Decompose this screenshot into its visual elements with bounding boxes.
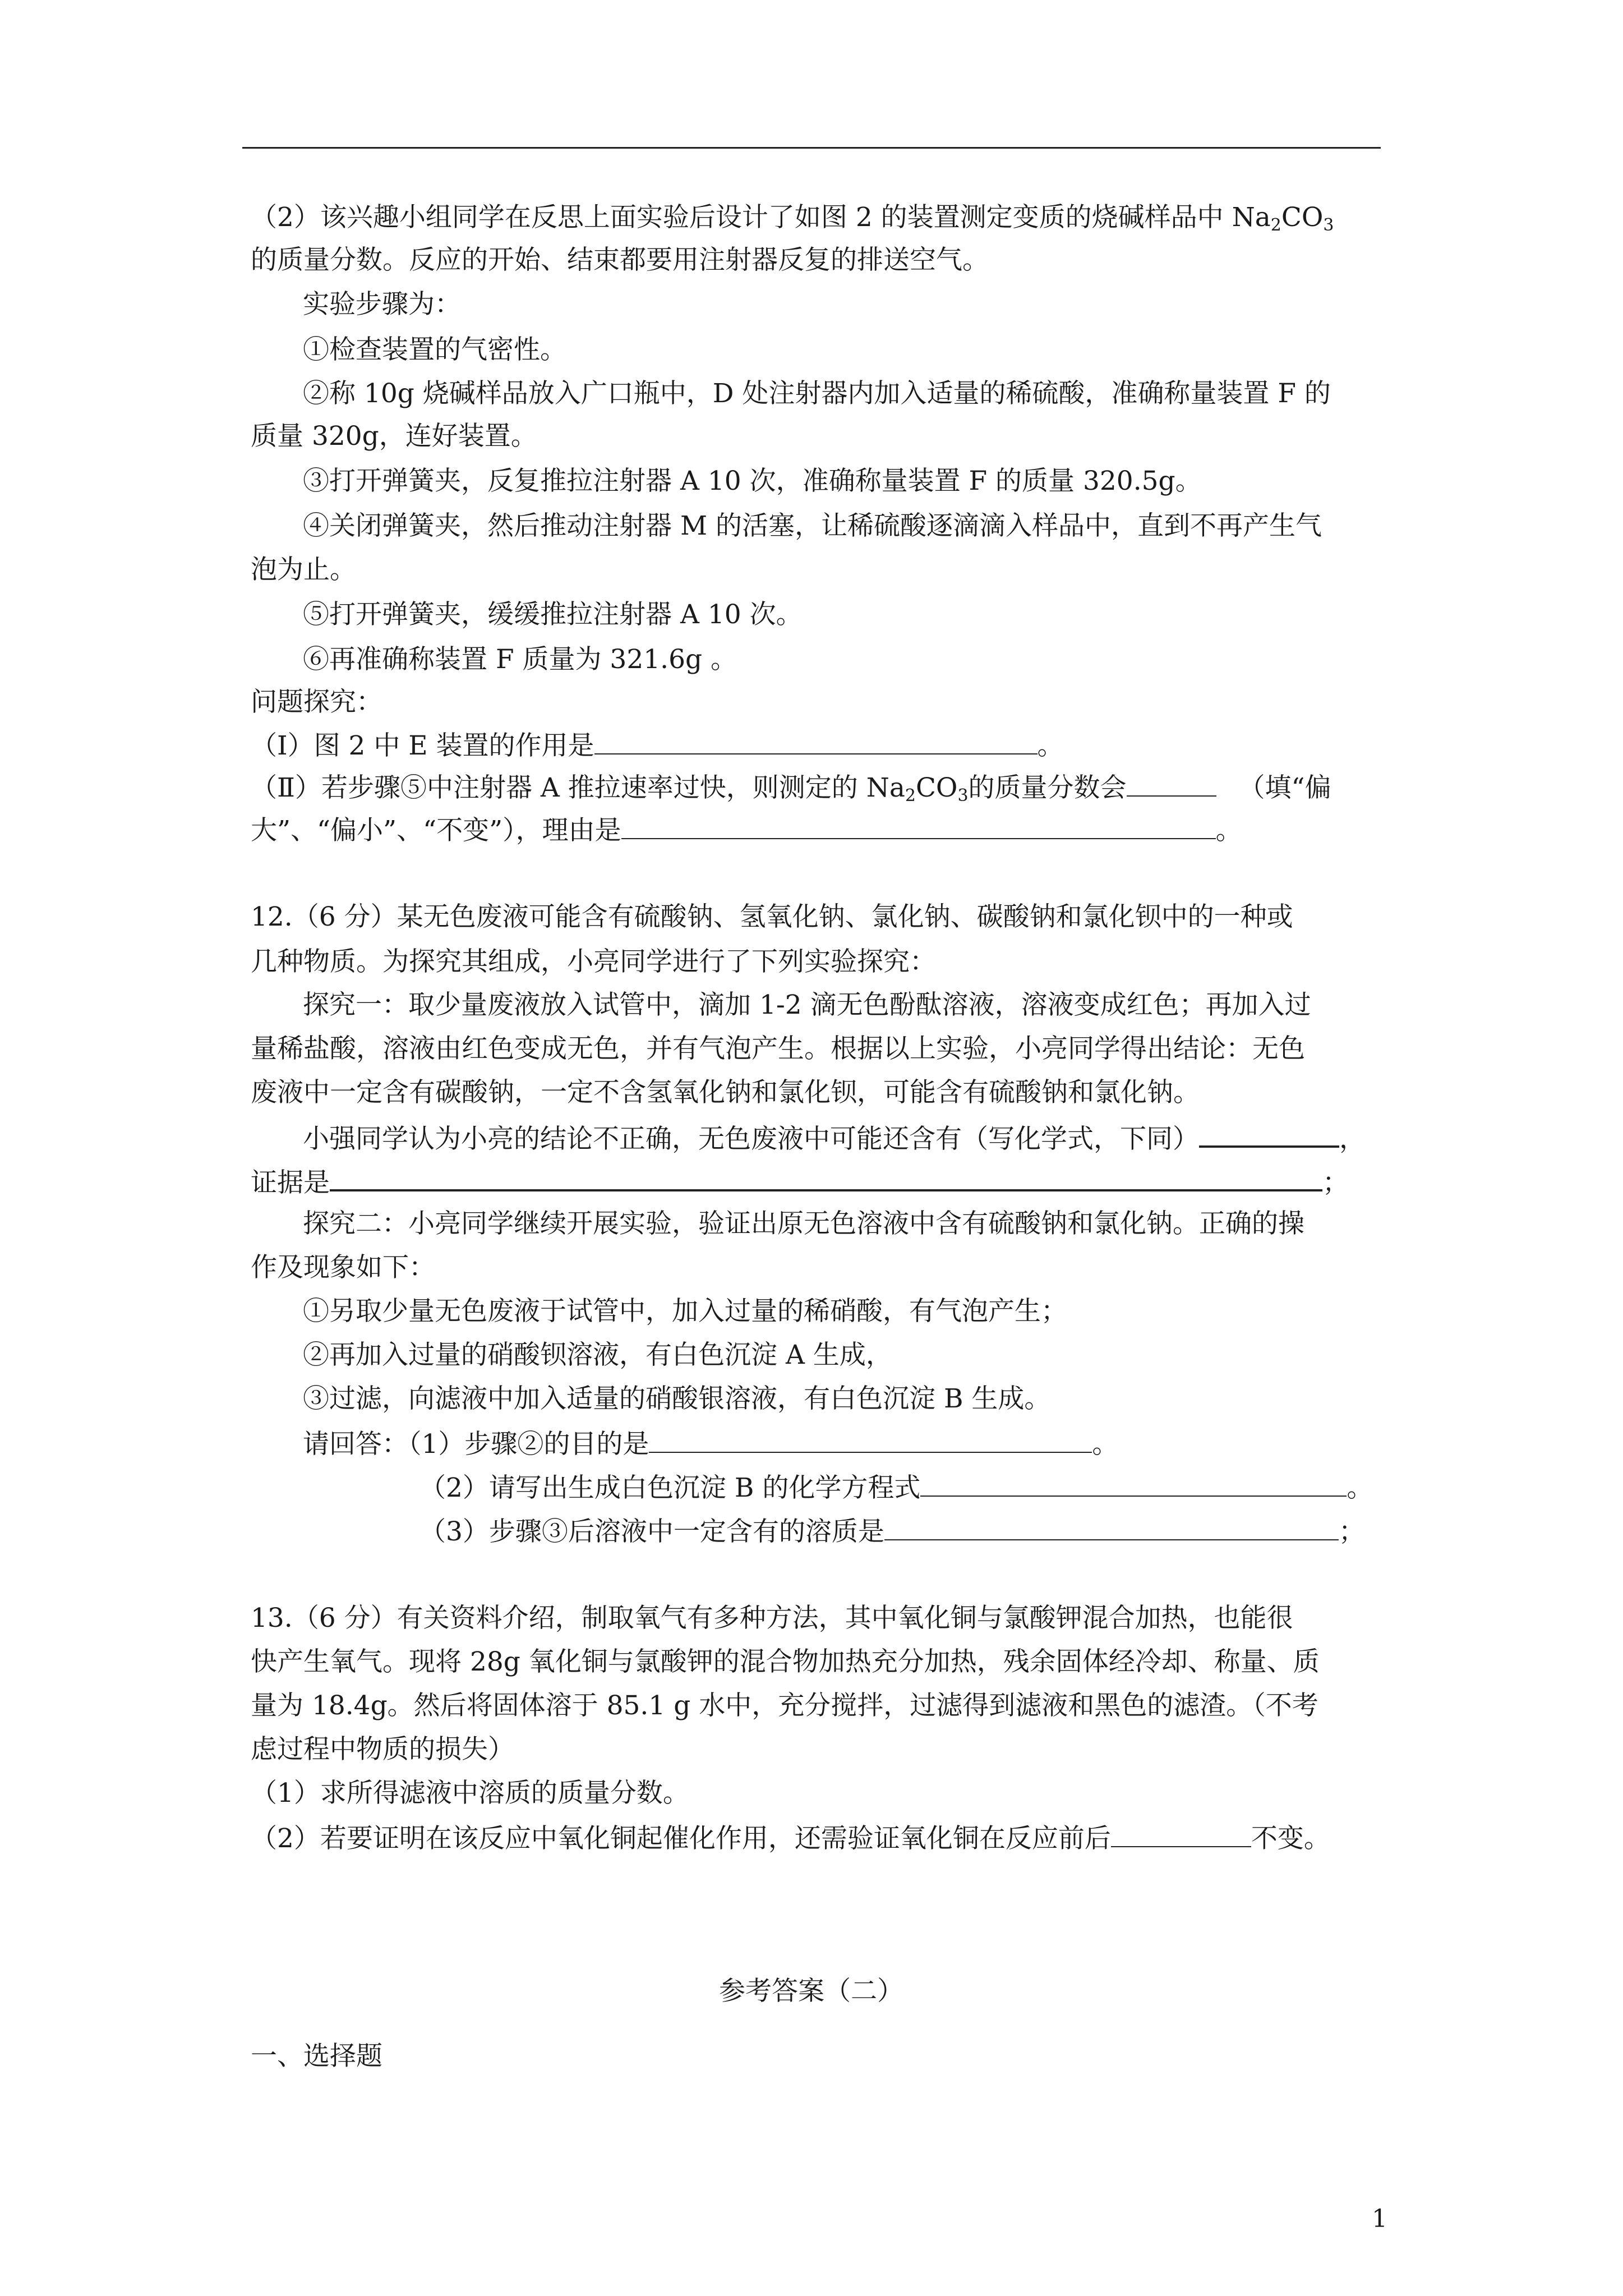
q13-line4: 虑过程中物质的损失） (251, 1734, 514, 1765)
q12-line9: 作及现象如下： (251, 1252, 435, 1283)
q11-step5: ⑤打开弹簧夹，缓缓推拉注射器 A 10 次。 (303, 599, 803, 630)
q11-question-II-line1: （Ⅱ）若步骤⑤中注射器 A 推拉速率过快，则测定的 $Na_2CO_3$的质量分数会 （填“偏 (251, 770, 1331, 805)
q11-question-I: （Ⅰ）图 2 中 E 装置的作用是 。 (251, 728, 1064, 763)
q12-line3: 探究一：取少量废液放入试管中，滴加 1-2 滴无色酚酞溶液，溶液变成红色；再加入过 (303, 990, 1311, 1020)
q13-line1: 13.（6 分）有关资料介绍，制取氧气有多种方法，其中氧化铜与氯酸钾混合加热，也能很 (251, 1603, 1293, 1634)
q12-line14: （2）请写出生成白色沉淀 B 的化学方程式 。 (419, 1470, 1373, 1505)
answer-blank[interactable] (884, 1513, 1339, 1540)
q12-line11: ②再加入过量的硝酸钡溶液，有白色沉淀 A 生成， (303, 1340, 892, 1370)
answer-blank[interactable] (1127, 770, 1216, 797)
answer-blank[interactable] (1111, 1820, 1251, 1847)
q12-line6: 小强同学认为小亮的结论不正确，无色废液中可能还含有（写化学式，下同） ， (303, 1120, 1366, 1156)
q11-question-II-line2: 大”、“偏小”、“不变”），理由是 。 (251, 812, 1242, 848)
q12-line15: （3）步骤③后溶液中一定含有的溶质是 ； (419, 1513, 1365, 1549)
answers-title: 参考答案（二） (719, 1976, 903, 2007)
q11-step4-line1: ④关闭弹簧夹，然后推动注射器 M 的活塞，让稀硫酸逐滴滴入样品中，直到不再产生气 (303, 510, 1322, 541)
header-rule (242, 147, 1381, 149)
q12-line1: 12.（6 分）某无色废液可能含有硫酸钠、氢氧化钠、氯化钠、碳酸钠和氯化钡中的一种或 (251, 901, 1293, 932)
q12-line12: ③过滤，向滤液中加入适量的硝酸银溶液，有白色沉淀 B 生成。 (303, 1383, 1051, 1414)
q11-inquiry-heading: 问题探究： (251, 687, 382, 717)
q11-intro-line1: （2）该兴趣小组同学在反思上面实验后设计了如图 2 的装置测定变质的烧碱样品中 $Na_2CO_3$ (251, 202, 1334, 235)
q12-line8: 探究二：小亮同学继续开展实验，验证出原无色溶液中含有硫酸钠和氯化钠。正确的操 (303, 1208, 1304, 1239)
answers-section-choice: 一、选择题 (251, 2041, 382, 2072)
q11-intro-line2: 的质量分数。反应的开始、结束都要用注射器反复的排送空气。 (251, 245, 989, 275)
answer-blank[interactable] (621, 812, 1216, 839)
answer-blank[interactable] (649, 1426, 1092, 1453)
q11-step4-line2: 泡为止。 (251, 554, 356, 585)
q12-line7: 证据是 ； (251, 1163, 1349, 1200)
q13-line2: 快产生氧气。现将 28g 氧化铜与氯酸钾的混合物加热充分加热，残余固体经冷却、称量、质 (251, 1646, 1320, 1677)
q13-line3: 量为 18.4g。然后将固体溶于 85.1 g 水中，充分搅拌，过滤得到滤液和黑色的滤渣。（不考 (251, 1690, 1318, 1721)
q12-line5: 废液中一定含有碳酸钠，一定不含氢氧化钠和氯化钡，可能含有硫酸钠和氯化钠。 (251, 1077, 1200, 1108)
page-number: 1 (1372, 2205, 1387, 2233)
answer-blank[interactable] (1199, 1120, 1339, 1148)
q12-line10: ①另取少量无色废液于试管中，加入过量的稀硝酸，有气泡产生； (303, 1296, 1067, 1327)
answer-blank[interactable] (920, 1470, 1347, 1497)
q11-step2-line2: 质量 320g，连好装置。 (251, 421, 537, 452)
q13-line6: （2）若要证明在该反应中氧化铜起催化作用，还需验证氧化铜在反应前后 不变。 (251, 1820, 1330, 1856)
q11-step1: ①检查装置的气密性。 (303, 334, 566, 365)
q11-step3: ③打开弹簧夹，反复推拉注射器 A 10 次，准确称量装置 F 的质量 320.5g。 (303, 466, 1202, 496)
answer-blank[interactable] (330, 1163, 1322, 1191)
q12-line4: 量稀盐酸，溶液由红色变成无色，并有气泡产生。根据以上实验，小亮同学得出结论：无色 (251, 1033, 1305, 1064)
q11-steps-heading: 实验步骤为： (303, 289, 461, 320)
answer-blank[interactable] (594, 728, 1038, 754)
q12-line13: 请回答：（1）步骤②的目的是 。 (303, 1426, 1118, 1461)
q11-step6: ⑥再准确称装置 F 质量为 321.6g 。 (303, 644, 737, 675)
q11-step2-line1: ②称 10g 烧碱样品放入广口瓶中，D 处注射器内加入适量的稀硫酸，准确称量装置 F 的 (303, 378, 1331, 409)
q12-line2: 几种物质。为探究其组成，小亮同学进行了下列实验探究： (251, 946, 936, 977)
q13-line5: （1）求所得滤液中溶质的质量分数。 (251, 1778, 689, 1809)
